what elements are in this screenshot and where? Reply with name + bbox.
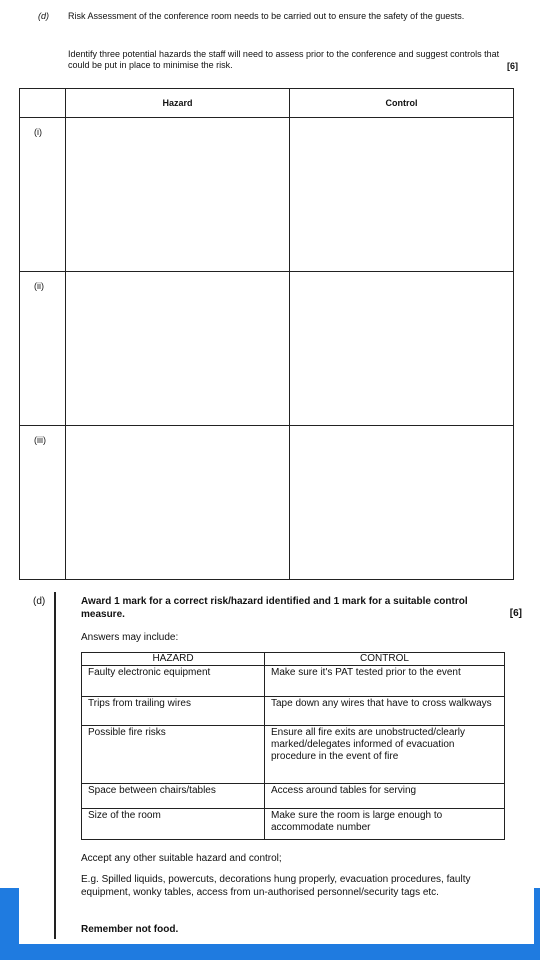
hazard-answer-cell[interactable] [66,426,290,580]
row-number: (ii) [34,281,44,291]
mark-scheme-award: Award 1 mark for a correct risk/hazard identified and 1 mark for a suitable control measure. [81,596,468,620]
table-row [82,697,505,726]
hazard-cell: Faulty electronic equipment [82,666,265,697]
control-cell: Make sure the room is large enough to accommodate number [265,809,505,840]
answer-table [19,88,514,580]
question-marks: [6] [507,61,518,71]
hazard-column-header: HAZARD [82,653,265,666]
control-answer-cell[interactable] [290,272,514,426]
control-answer-cell[interactable] [290,118,514,272]
examples-note: E.g. Spilled liquids, powercuts, decorations hung properly, evacuation procedures, faulty equipment, wonky tables, access from un-authorised personnel/security tags etc. [81,874,471,898]
question-text: Risk Assessment of the conference room needs to be carried out to ensure the safety of the guests. [68,11,465,21]
hazard-cell: Trips from trailing wires [82,697,265,726]
answer-row [20,272,514,426]
control-cell: Access around tables for serving [265,784,505,809]
table-row [82,784,505,809]
answer-table-header [20,89,514,118]
answer-table-corner [20,89,66,118]
row-number: (i) [34,127,42,137]
remember-note: Remember not food. [81,924,179,935]
mark-scheme-header [82,653,505,666]
mark-scheme-table [81,652,505,840]
hazard-cell: Space between chairs/tables [82,784,265,809]
control-cell: Ensure all fire exits are unobstructed/clearly marked/delegates informed of evacuation procedure in the event of fire [265,726,505,784]
mark-scheme-marks: [6] [509,608,522,619]
accept-note: Accept any other suitable hazard and control; [81,853,282,864]
table-row [82,809,505,840]
control-answer-cell[interactable] [290,426,514,580]
question-number: (d) [38,11,49,21]
table-row [82,666,505,697]
control-header: Control [290,89,514,118]
answer-row [20,426,514,580]
mark-scheme-number: (d) [33,596,46,607]
control-cell: Tape down any wires that have to cross walkways [265,697,505,726]
mark-scheme-divider [54,592,56,939]
hazard-cell: Size of the room [82,809,265,840]
hazard-answer-cell[interactable] [66,272,290,426]
answer-row [20,118,514,272]
control-cell: Make sure it's PAT tested prior to the event [265,666,505,697]
hazard-answer-cell[interactable] [66,118,290,272]
hazard-cell: Possible fire risks [82,726,265,784]
table-row [82,726,505,784]
row-number: (iii) [34,435,46,445]
question-instruction: Identify three potential hazards the staff will need to assess prior to the conference and suggest controls that could be put in place to minimise the risk. [68,49,500,70]
hazard-header: Hazard [66,89,290,118]
control-column-header: CONTROL [265,653,505,666]
answers-intro: Answers may include: [81,632,179,643]
